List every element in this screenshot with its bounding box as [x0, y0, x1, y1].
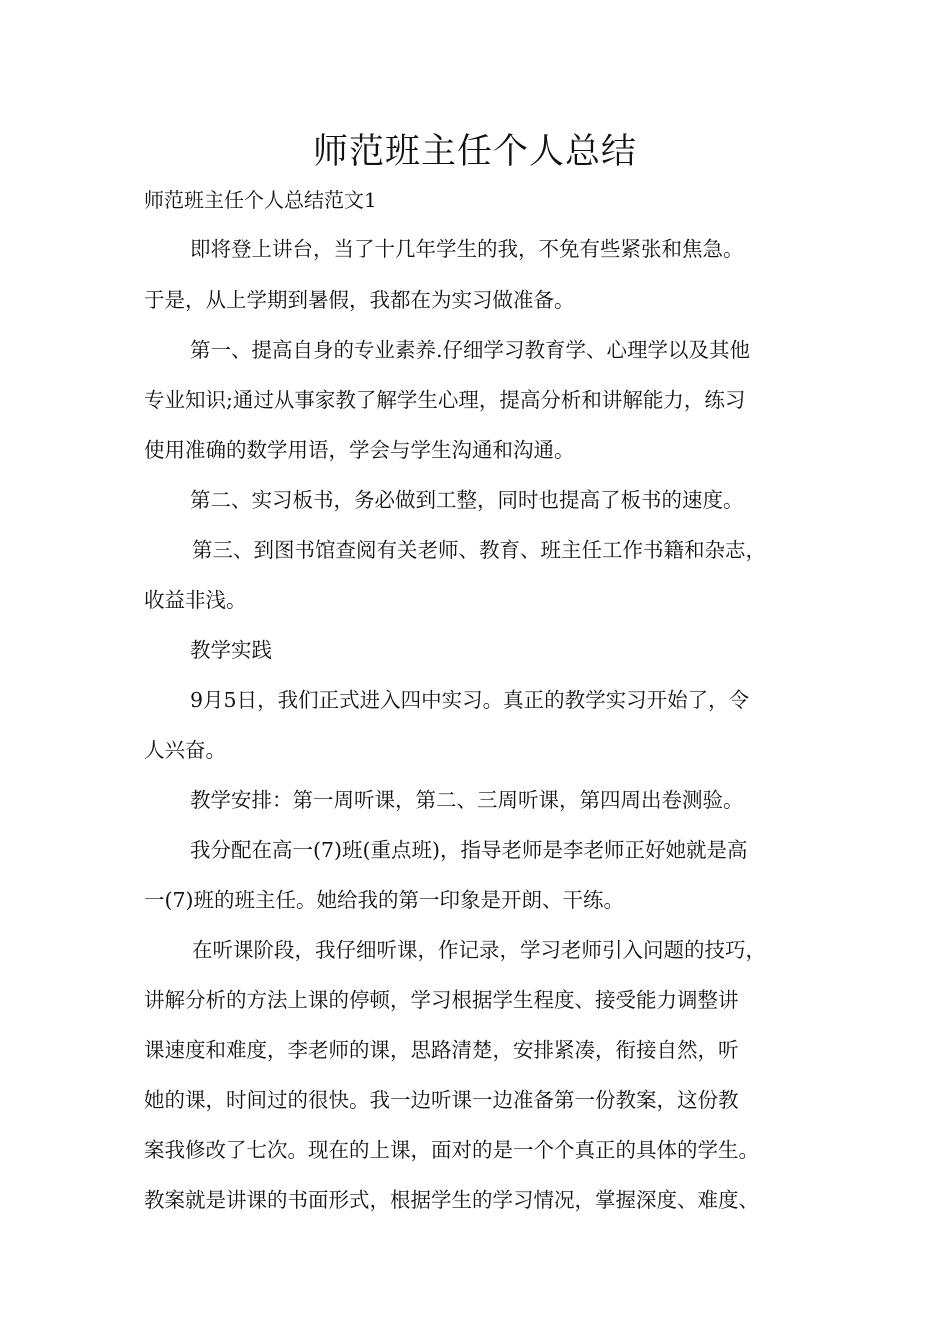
paragraph-line: 她的课，时间过的很快。我一边听课一边准备第一份教案，这份教 [144, 1088, 739, 1112]
paragraph-line: 教案就是讲课的书面形式，根据学生的学习情况，掌握深度、难度、 [144, 1188, 759, 1212]
paragraph-line: 一(7)班的班主任。她给我的第一印象是开朗、干练。 [144, 888, 625, 912]
paragraph-line: 在听课阶段，我仔细听课，作记录，学习老师引入问题的技巧， [192, 938, 766, 962]
paragraph-line: 人兴奋。 [144, 738, 226, 762]
paragraph-line: 即将登上讲台，当了十几年学生的我，不免有些紧张和焦急。 [190, 237, 744, 261]
paragraph-line: 课速度和难度，李老师的课，思路清楚，安排紧凑，衔接自然，听 [144, 1038, 739, 1062]
paragraph-line: 第三、到图书馆查阅有关老师、教育、班主任工作书籍和杂志， [192, 538, 766, 562]
paragraph-line: 教学安排：第一周听课，第二、三周听课，第四周出卷测验。 [190, 788, 744, 812]
paragraph-line: 于是，从上学期到暑假，我都在为实习做准备。 [144, 288, 575, 312]
paragraph-line: 第二、实习板书，务必做到工整，同时也提高了板书的速度。 [190, 488, 744, 512]
paragraph-line: 使用准确的数学用语，学会与学生沟通和沟通。 [144, 438, 575, 462]
paragraph-line: 收益非浅。 [144, 588, 247, 612]
paragraph-line: 专业知识;通过从事家教了解学生心理，提高分析和讲解能力，练习 [144, 388, 746, 412]
paragraph-line: 第一、提高自身的专业素养.仔细学习教育学、心理学以及其他 [190, 338, 751, 362]
document-subtitle: 师范班主任个人总结范文1 [144, 188, 377, 212]
document-title: 师范班主任个人总结 [312, 132, 637, 172]
paragraph-line: 9月5日，我们正式进入四中实习。真正的教学实习开始了，令 [190, 688, 750, 712]
paragraph-line: 我分配在高一(7)班(重点班)，指导老师是李老师正好她就是高 [190, 838, 748, 862]
paragraph-line: 案我修改了七次。现在的上课，面对的是一个个真正的具体的学生。 [144, 1138, 759, 1162]
section-heading: 教学实践 [190, 638, 272, 662]
paragraph-line: 讲解分析的方法上课的停顿，学习根据学生程度、接受能力调整讲 [144, 988, 739, 1012]
